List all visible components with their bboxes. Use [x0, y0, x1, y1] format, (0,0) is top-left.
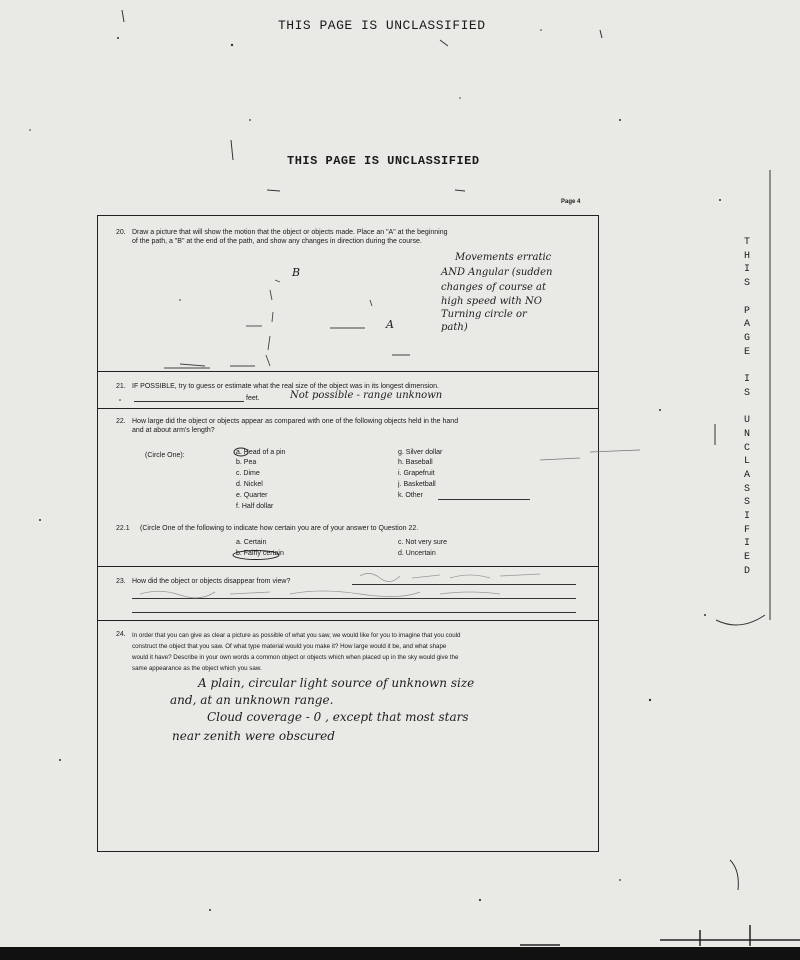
vertical-stamp-letter: S	[743, 278, 750, 290]
classification-banner-top: THIS PAGE IS UNCLASSIFIED	[278, 18, 486, 33]
vertical-stamp-letter: S	[743, 387, 750, 399]
vertical-stamp-letter: P	[743, 305, 750, 317]
q22-1-text: (Circle One of the following to indicate how certain you are of your answer to Question 22.	[140, 525, 419, 532]
q22-option-i[interactable]: i. Grapefruit	[398, 470, 435, 477]
q22-option-c[interactable]: c. Dime	[236, 470, 260, 477]
vertical-stamp-letter: H	[743, 250, 750, 262]
q20-end-mark: A	[386, 318, 394, 331]
q22-option-h[interactable]: h. Baseball	[398, 459, 433, 466]
q24-answer-line4: near zenith were obscured	[172, 729, 335, 743]
q24-text-line1: In order that you can give as clear a picture as possible of what you saw, we would like for you to imagine that you could	[132, 632, 461, 639]
vertical-stamp-letter: S	[743, 483, 750, 495]
vertical-stamp-letter: I	[743, 538, 750, 550]
q20-answer-line1: Movements erratic	[455, 252, 552, 263]
q22-option-a[interactable]: a. Head of a pin	[236, 449, 286, 456]
vertical-stamp-letter: U	[743, 415, 750, 427]
q20-number: 20.	[116, 229, 126, 236]
vertical-stamp-letter: G	[743, 332, 750, 344]
classification-banner-sub: THIS PAGE IS UNCLASSIFIED	[287, 154, 480, 168]
q22-option-f[interactable]: f. Half dollar	[236, 503, 274, 510]
q22-circle-one: (Circle One):	[145, 452, 185, 459]
q22-1-number: 22.1	[116, 525, 130, 532]
q22-1-option-b[interactable]: b. Fairly certain	[236, 550, 284, 557]
q24-answer-line2: and, at an unknown range.	[170, 693, 334, 707]
q20-answer-line5: Turning circle or	[441, 309, 527, 320]
q22-text-line1: How large did the object or objects appear as compared with one of the following objects held in the hand	[132, 418, 459, 425]
q24-answer-line3: Cloud coverage - 0 , except that most stars	[207, 710, 469, 724]
vertical-stamp-letter: I	[743, 511, 750, 523]
q22-option-g[interactable]: g. Silver dollar	[398, 449, 443, 456]
q20-answer-line6: path)	[441, 322, 468, 333]
q20-text-line2: of the path, a "B" at the end of the path, and show any changes in direction during the course.	[132, 238, 422, 245]
q20-answer-line3: changes of course at	[441, 282, 547, 293]
q22-1-option-d[interactable]: d. Uncertain	[398, 550, 436, 557]
vertical-stamp-letter: S	[743, 497, 750, 509]
vertical-stamp-letter: L	[743, 456, 750, 468]
q23-number: 23.	[116, 578, 126, 585]
vertical-stamp-letter: N	[743, 428, 750, 440]
q20-answer-line2: AND Angular (sudden	[441, 267, 553, 278]
vertical-stamp-letter: T	[743, 237, 750, 248]
vertical-stamp-letter: C	[743, 442, 750, 454]
vertical-stamp-letter: F	[743, 524, 750, 536]
q24-text-line3: would it have? Describe in your own words a common object or objects which when placed up in the sky would give the	[132, 654, 459, 661]
q22-option-k[interactable]: k. Other	[398, 492, 423, 499]
q21-answer: Not possible - range unknown	[290, 390, 443, 401]
vertical-stamp-letter: A	[743, 469, 750, 481]
vertical-stamp-letter: I	[743, 374, 750, 386]
vertical-stamp-letter: A	[743, 319, 750, 331]
q24-text	[132, 630, 594, 674]
q20-text-line1: Draw a picture that will show the motion that the object or objects made. Place an "A" at the beginning	[132, 229, 448, 236]
q23-text: How did the object or objects disappear from view?	[132, 578, 291, 585]
q22-text-line2: and at about arm's length?	[132, 427, 215, 434]
q21-text: IF POSSIBLE, try to guess or estimate what the real size of the object was in its longest dimension.	[132, 383, 439, 390]
q20-start-mark: B	[292, 266, 301, 279]
q22-option-b[interactable]: b. Pea	[236, 459, 257, 466]
q24-answer-line1: A plain, circular light source of unknown size	[198, 676, 475, 690]
vertical-stamp-letter: D	[743, 565, 750, 577]
page-number: Page 4	[561, 199, 581, 205]
q22-number: 22.	[116, 418, 126, 425]
q24-text-line2: construct the object that you saw. Of what type material would you make it? How large would it be, and what shape	[132, 643, 447, 650]
q22-option-e[interactable]: e. Quarter	[236, 492, 268, 499]
q22-1-option-c[interactable]: c. Not very sure	[398, 539, 448, 546]
q22-option-j[interactable]: j. Basketball	[398, 481, 436, 488]
q24-number: 24.	[116, 631, 126, 638]
q22-1-option-a[interactable]: a. Certain	[236, 539, 267, 546]
vertical-stamp-letter: E	[743, 346, 750, 358]
q22-option-d[interactable]: d. Nickel	[236, 481, 263, 488]
q21-number: 21.	[116, 383, 126, 390]
q20-answer-line4: high speed with NO	[441, 296, 542, 307]
q21-unit: feet.	[246, 395, 260, 402]
vertical-stamp-letter: I	[743, 264, 750, 276]
vertical-stamp-letter: E	[743, 552, 750, 564]
q24-text-line4: same appearance as the object which you saw.	[132, 665, 262, 672]
